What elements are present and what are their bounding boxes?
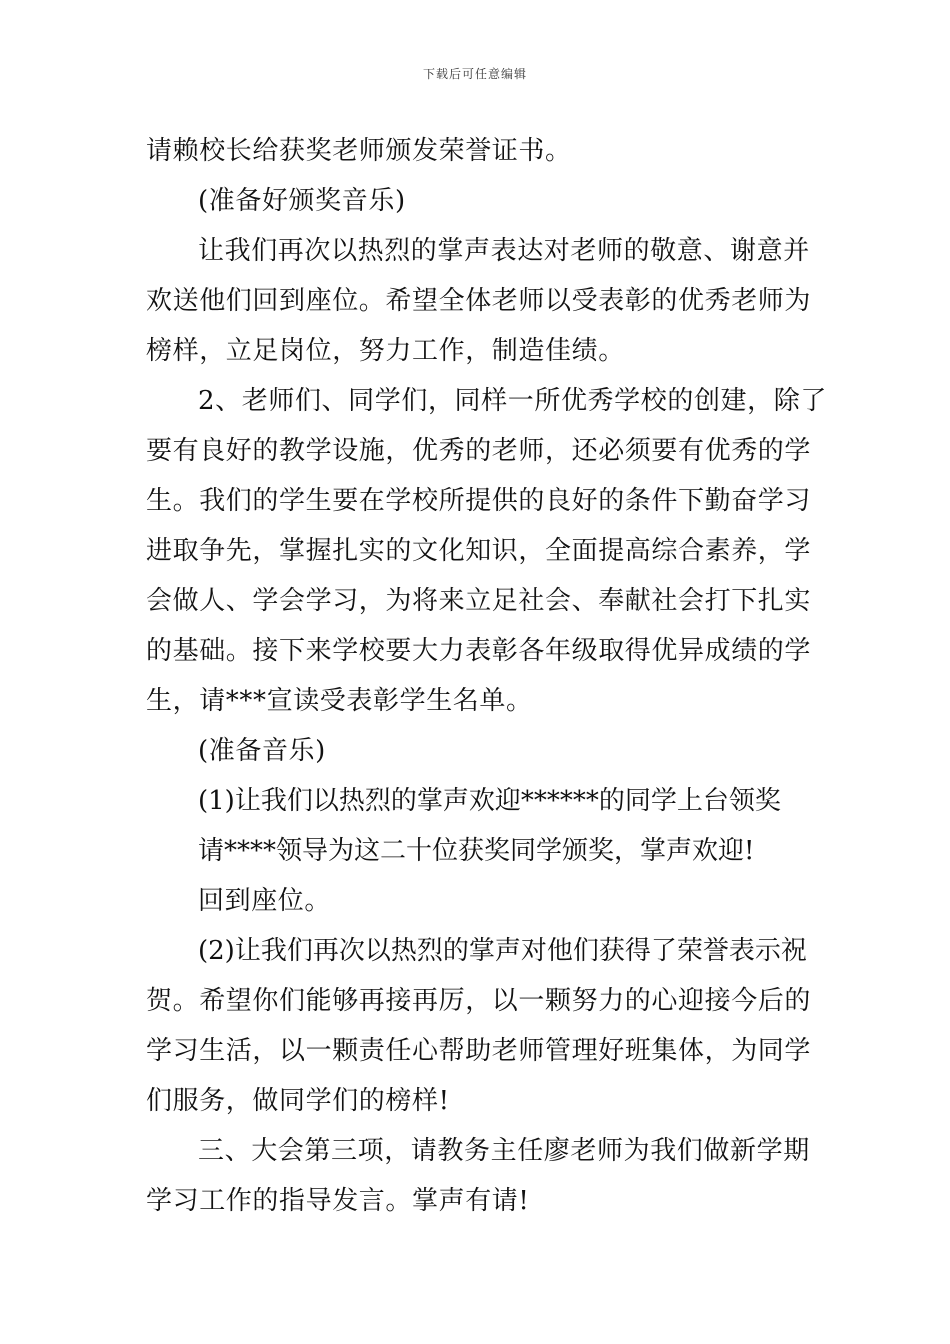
text-line: 们服务，做同学们的榜样! (146, 1086, 450, 1116)
text-line: 请****领导为这二十位获奖同学颁奖，掌声欢迎! (198, 836, 755, 866)
text-line: 贺。希望你们能够再接再厉，以一颗努力的心迎接今后的 (146, 986, 812, 1016)
text-line: 欢送他们回到座位。希望全体老师以受表彰的优秀老师为 (146, 286, 812, 316)
text-line: 进取争先，掌握扎实的文化知识，全面提高综合素养，学 (146, 536, 812, 566)
text-line: 回到座位。 (198, 886, 332, 916)
text-line: 生，请***宣读受表彰学生名单。 (146, 686, 533, 716)
text-line: 学习生活，以一颗责任心帮助老师管理好班集体，为同学 (146, 1036, 812, 1066)
text-line: 2、老师们、同学们，同样一所优秀学校的创建，除了 (198, 386, 827, 416)
text-line: 三、大会第三项，请教务主任廖老师为我们做新学期 (198, 1136, 810, 1166)
text-line: 会做人、学会学习，为将来立足社会、奉献社会打下扎实 (146, 586, 812, 616)
text-line: (准备音乐) (198, 736, 326, 766)
text-line: 的基础。接下来学校要大力表彰各年级取得优异成绩的学 (146, 636, 812, 666)
text-line: 学习工作的指导发言。掌声有请! (146, 1186, 530, 1216)
text-line: (1)让我们以热烈的掌声欢迎******的同学上台领奖 (198, 786, 781, 816)
text-line: 要有良好的教学设施，优秀的老师，还必须要有优秀的学 (146, 436, 812, 466)
page-header: 下载后可任意编辑 (422, 67, 527, 81)
text-line: (准备好颁奖音乐) (198, 186, 406, 216)
text-line: 让我们再次以热烈的掌声表达对老师的敬意、谢意并 (198, 236, 810, 266)
text-line: 生。我们的学生要在学校所提供的良好的条件下勤奋学习 (146, 486, 812, 516)
text-line: 请赖校长给获奖老师颁发荣誉证书。 (146, 136, 572, 166)
document-body (146, 126, 827, 1226)
text-line: 榜样，立足岗位，努力工作，制造佳绩。 (146, 336, 625, 366)
text-line: (2)让我们再次以热烈的掌声对他们获得了荣誉表示祝 (198, 936, 807, 966)
